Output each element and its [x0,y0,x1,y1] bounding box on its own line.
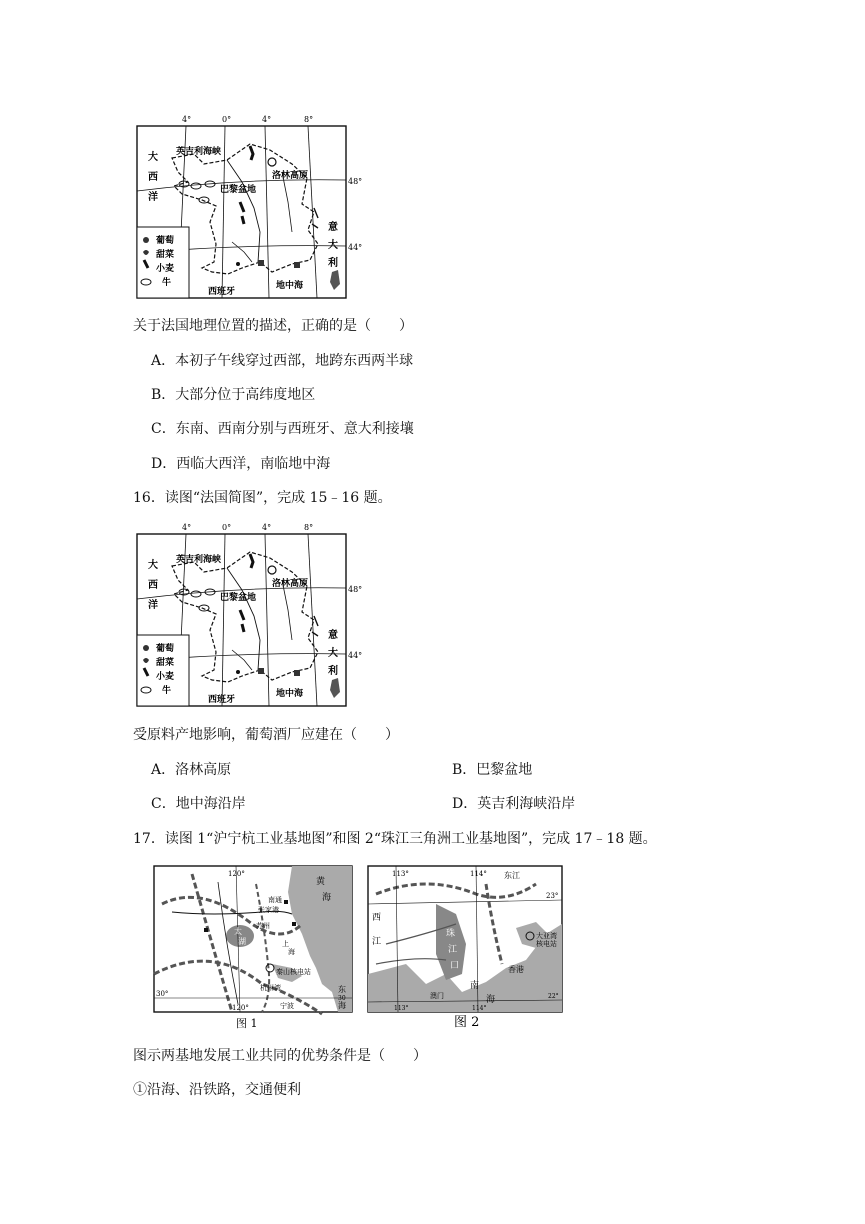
q16-stem: 受原料产地影响，葡萄酒厂应建在（ ） [133,727,399,743]
fig2-lon-label-1: 113° [392,870,409,878]
label-ocean-3: 洋 [148,192,158,203]
fig2-macau: 澳门 [430,992,444,1000]
fig2-lon-label-3: 113° [394,1005,409,1012]
fig1-east-1: 东 [338,985,346,994]
fig2-hai: 海 [486,995,496,1005]
fig2-dongjiang: 东江 [504,871,520,880]
fig1-suzhou: 苏州 [256,922,270,930]
label-italy-2: 大 [328,240,338,251]
fig1-lat-label: 30° [156,990,169,998]
fig1-nantong: 南通 [268,896,282,904]
fig2-jiang: 江 [372,937,382,947]
fig2-hk-2: 港 [516,965,524,974]
figure-2-pearl-river-delta [366,864,566,1032]
fig1-lon-label-2: 120° [232,1004,249,1012]
q15-option-c[interactable]: C．东南、西南分别与西班牙、意大利接壤 [151,421,414,437]
lat-label-44: 44° [348,651,363,660]
label-strait: 英吉利海峡 [176,555,222,565]
fig2-caption: 图 2 [454,1015,480,1030]
label-italy-2: 大 [328,648,338,659]
label-spain: 西班牙 [208,695,236,705]
legend-grape: 葡萄 [156,644,175,654]
fig2-lat-label: 23° [546,892,559,900]
fig1-east-2: 海 [338,1001,346,1010]
q16-option-c[interactable]: C．地中海沿岸 [151,796,246,812]
lat-label-48: 48° [348,177,363,186]
fig1-lon-label: 120° [228,870,245,878]
france-map-1 [132,112,382,304]
lon-label-0: 0° [222,115,232,124]
fig1-taihu-2: 湖 [238,937,246,946]
fig2-kou: 口 [450,961,460,971]
fig1-taihu-1: 太 [234,927,242,936]
q17-intro: 17．读图 1“沪宁杭工业基地图”和图 2“珠江三角洲工业基地图”，完成 17﹣18 题。 [133,831,657,847]
fig2-jiang-2: 江 [448,945,458,955]
legend-cattle: 牛 [162,686,172,696]
fig1-sea-1: 黄 [316,877,326,887]
lon-label-8e: 8° [304,115,314,124]
legend-cattle: 牛 [162,278,172,288]
figure-1-huningdang [152,864,356,1032]
label-lorraine: 洛林高原 [272,171,309,181]
q16-option-d[interactable]: D．英吉利海峡沿岸 [452,796,576,812]
q15-option-b[interactable]: B．大部分位于高纬度地区 [151,387,316,403]
q16-option-a[interactable]: A．洛林高原 [151,762,232,778]
label-lorraine: 洛林高原 [272,579,309,589]
label-med: 地中海 [276,281,304,291]
label-paris: 巴黎盆地 [220,185,257,195]
label-med: 地中海 [276,689,304,699]
fig2-lat-label-2: 22° [548,993,559,1000]
label-italy-1: 意 [328,222,338,233]
q17-stem: 图示两基地发展工业共同的优势条件是（ ） [133,1048,427,1064]
label-strait: 英吉利海峡 [176,147,222,157]
q15-stem: 关于法国地理位置的描述，正确的是（ ） [133,318,413,334]
lon-label-4e: 4° [262,523,272,532]
france-map-2 [132,520,382,712]
lat-label-44: 44° [348,243,363,252]
label-ocean-1: 大 [148,560,158,571]
fig2-lon-label-2: 114° [470,870,487,878]
lon-label-0: 0° [222,523,232,532]
label-ocean-2: 西 [148,172,158,183]
fig1-shanghai-2: 海 [288,948,295,956]
label-ocean-1: 大 [148,152,158,163]
q16-option-b[interactable]: B．巴黎盆地 [452,762,533,778]
lon-label-8e: 8° [304,523,314,532]
legend-beet: 甜菜 [156,250,175,260]
label-spain: 西班牙 [208,287,236,297]
fig1-qinshan: 秦山核电站 [276,968,311,976]
lon-label-4w: 4° [182,115,192,124]
q16-intro: 16．读图“法国简图”，完成 15﹣16 题。 [133,490,392,506]
fig1-shanghai: 上 [282,940,289,948]
legend-wheat: 小麦 [156,264,175,274]
fig1-lat-label-2: 30 [338,995,346,1002]
q15-option-d[interactable]: D．西临大西洋，南临地中海 [151,456,331,472]
lon-label-4w: 4° [182,523,192,532]
fig1-ningbo: 宁波 [280,1002,294,1010]
lat-label-48: 48° [348,585,363,594]
label-italy-1: 意 [328,630,338,641]
fig1-caption: 图 1 [236,1017,258,1030]
label-paris: 巴黎盆地 [220,593,257,603]
legend-grape: 葡萄 [156,236,175,246]
fig2-nan: 南 [470,981,480,991]
label-italy-3: 利 [328,666,338,677]
q15-option-a[interactable]: A．本初子午线穿过西部，地跨东西两半球 [151,353,414,369]
fig1-sea-2: 海 [322,893,332,903]
fig1-hangzhou-bay: 杭州湾 [260,984,281,992]
fig2-lon-label-4: 114° [472,1005,487,1012]
legend-beet: 甜菜 [156,658,175,668]
fig2-daya-1: 大亚湾 [536,932,557,940]
fig1-zhangjiagang: 张家港 [258,906,279,914]
lon-label-4e: 4° [262,115,272,124]
label-ocean-3: 洋 [148,600,158,611]
q17-item-1: ①沿海、沿铁路，交通便利 [133,1082,301,1098]
legend-wheat: 小麦 [156,672,175,682]
fig2-daya-2: 核电站 [536,940,557,948]
label-italy-3: 利 [328,258,338,269]
fig2-zhu: 珠 [446,929,456,939]
fig2-hk-1: 香 [508,965,516,974]
label-ocean-2: 西 [148,580,158,591]
fig2-xi: 西 [372,913,382,923]
